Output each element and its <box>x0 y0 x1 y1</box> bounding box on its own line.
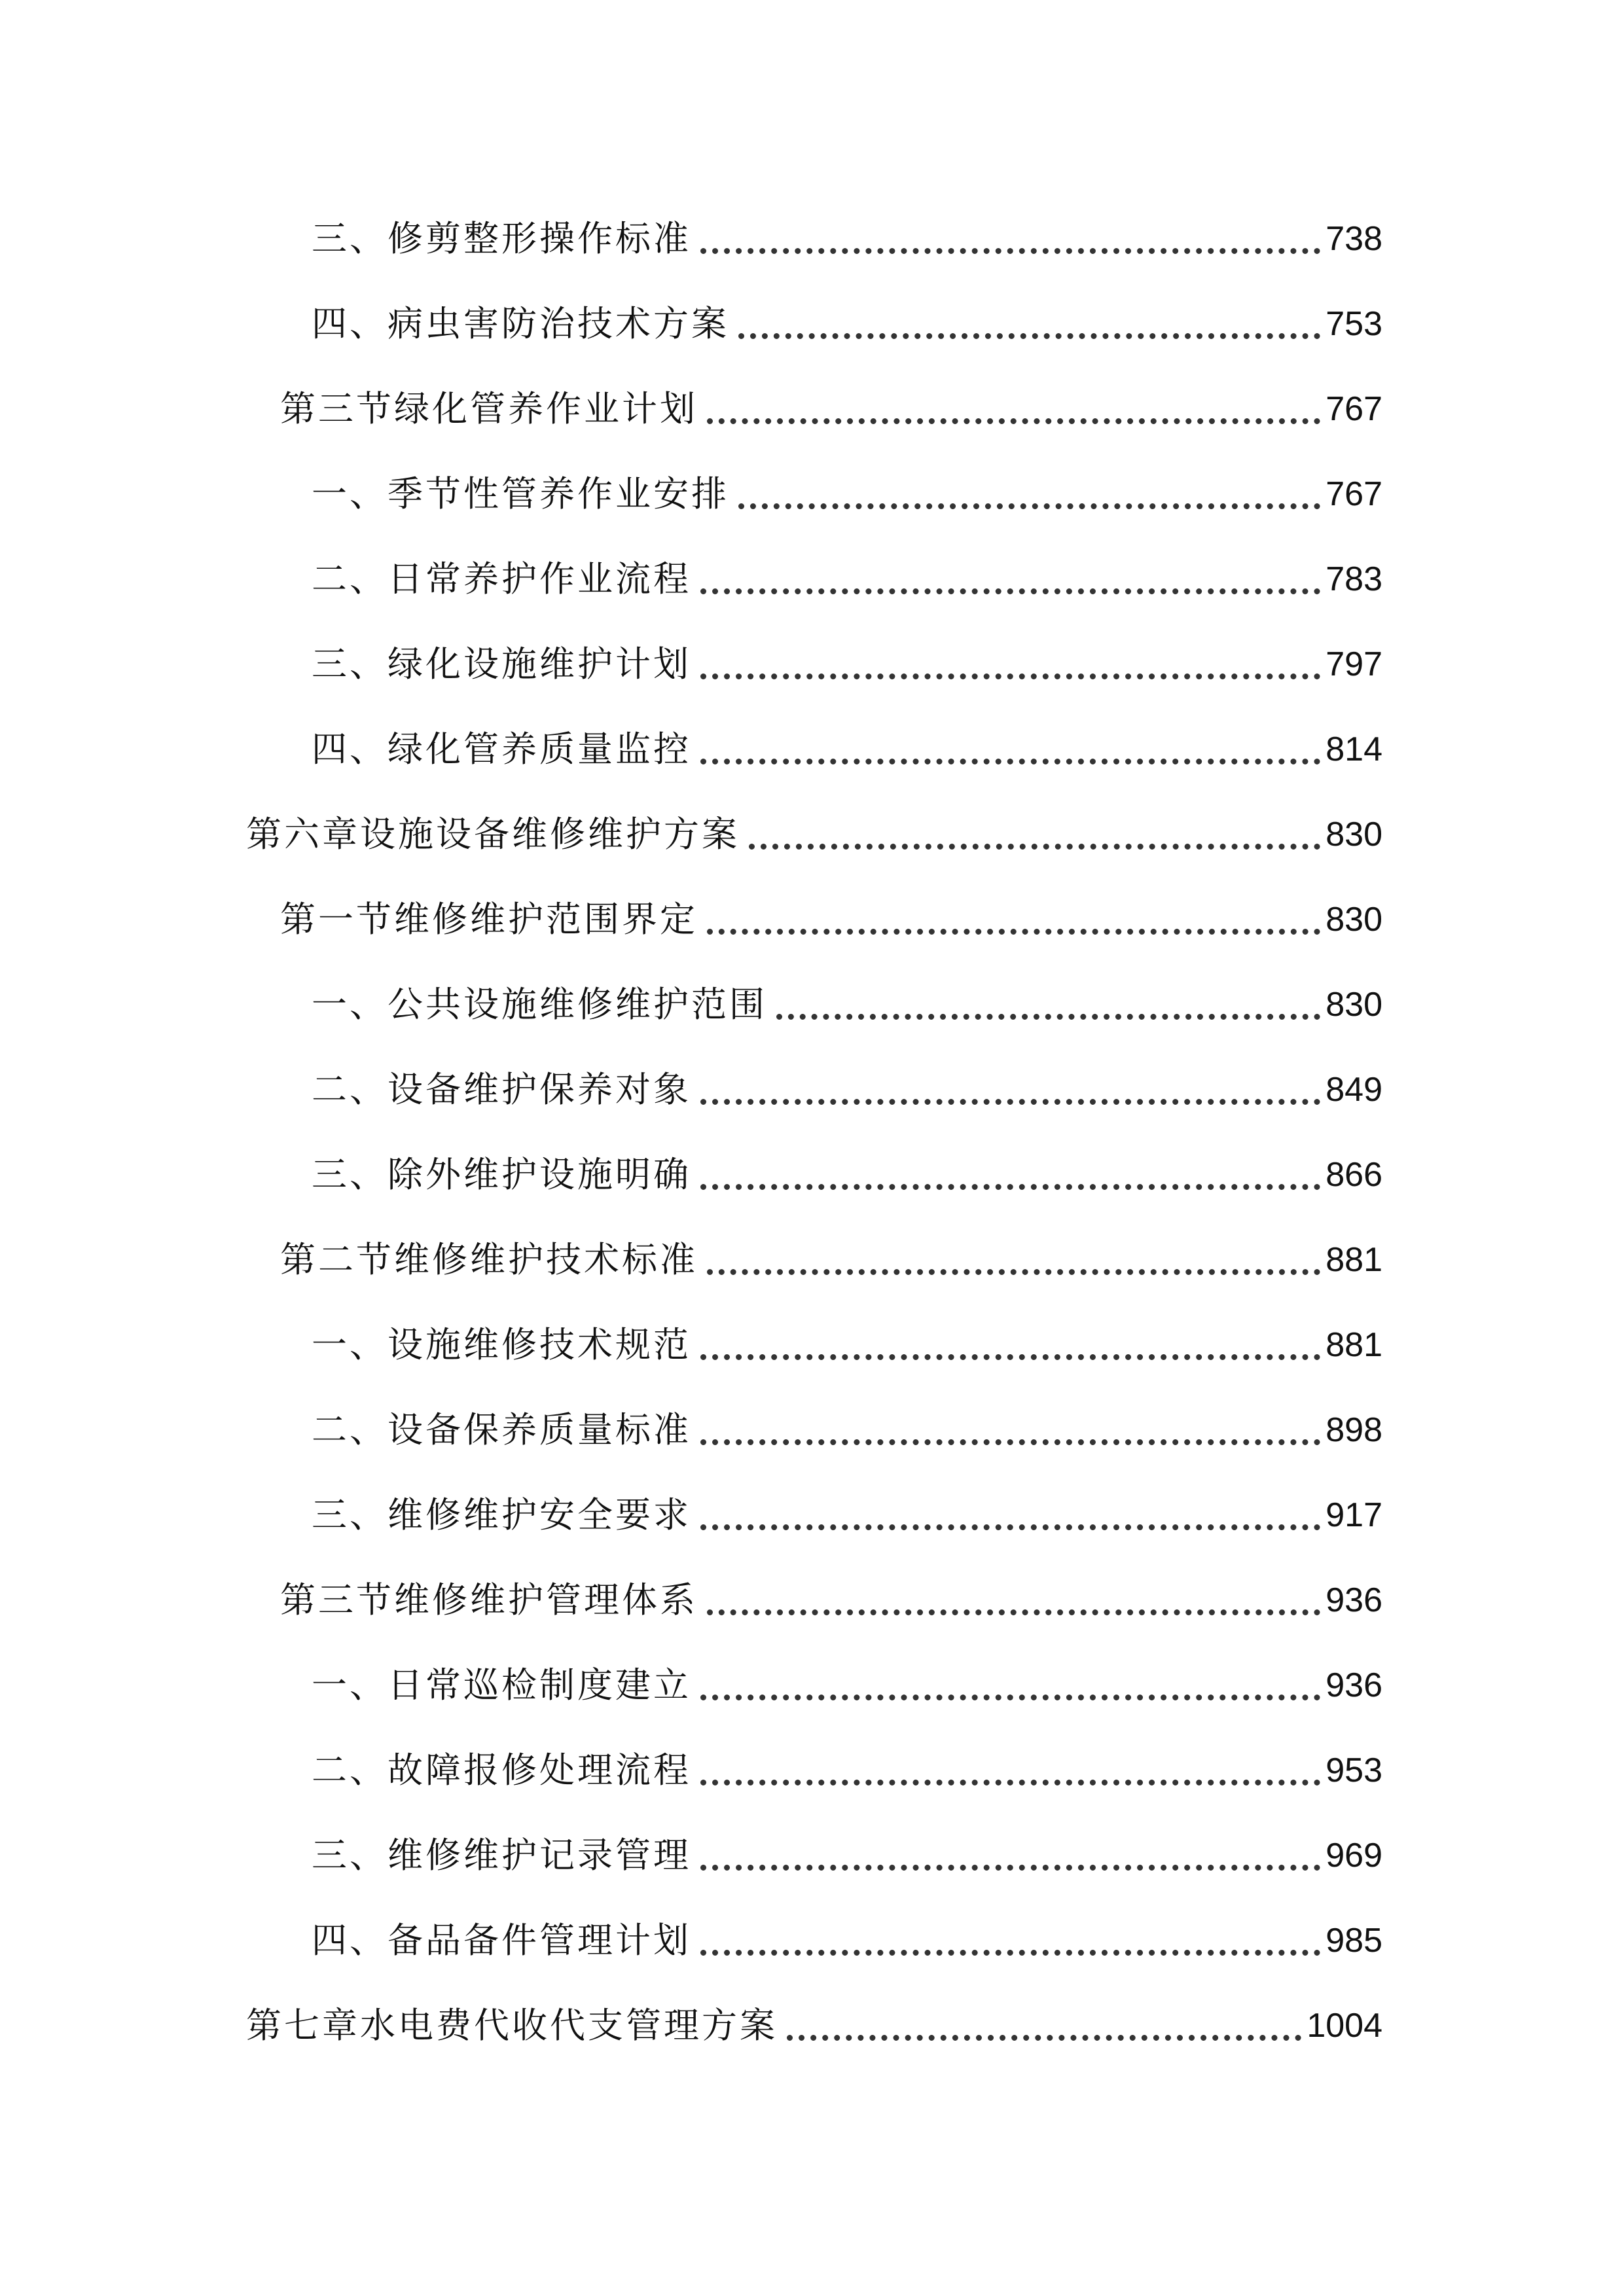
toc-entry[interactable] <box>312 720 1382 779</box>
toc-entry[interactable] <box>312 1826 1382 1885</box>
toc-dot-leader <box>700 1950 1320 1956</box>
toc-entry-title: 第二节维修维护技术标准 <box>280 1239 698 1280</box>
toc-entry-title: 第六章设施设备维修维护方案 <box>246 814 740 855</box>
toc-page-number: 767 <box>1326 390 1382 428</box>
toc-page-number: 953 <box>1326 1751 1382 1789</box>
toc-entry[interactable] <box>312 1145 1382 1204</box>
toc-entry[interactable] <box>312 1060 1382 1119</box>
toc-entry-title: 三、维修维护安全要求 <box>312 1494 691 1535</box>
toc-entry-title: 第七章水电费代收代支管理方案 <box>246 2005 778 2046</box>
toc-entry[interactable] <box>312 465 1382 524</box>
toc-entry[interactable] <box>312 1741 1382 1800</box>
toc-page-number: 830 <box>1326 901 1382 939</box>
toc-dot-leader <box>707 418 1320 424</box>
toc-entry[interactable] <box>312 1911 1382 1970</box>
toc-dot-leader <box>749 844 1320 850</box>
toc-entry-title: 一、日常巡检制度建立 <box>312 1664 691 1706</box>
toc-dot-leader <box>776 1014 1320 1020</box>
toc-dot-leader <box>787 2035 1301 2041</box>
toc-entry[interactable] <box>312 550 1382 609</box>
toc-entry[interactable] <box>246 805 1382 864</box>
toc-entry[interactable] <box>312 975 1382 1034</box>
toc-entry-title: 第三节绿化管养作业计划 <box>280 388 698 429</box>
toc-entry[interactable] <box>312 1401 1382 1460</box>
toc-page-number: 753 <box>1326 305 1382 343</box>
toc-entry[interactable] <box>280 1571 1382 1630</box>
toc-dot-leader <box>707 929 1320 935</box>
toc-dot-leader <box>700 673 1320 679</box>
toc-entry-title: 二、设备维护保养对象 <box>312 1069 691 1110</box>
toc-dot-leader <box>700 588 1320 594</box>
toc-dot-leader <box>700 1099 1320 1105</box>
toc-entry[interactable] <box>246 1996 1382 2055</box>
toc-page-number: 866 <box>1326 1156 1382 1194</box>
toc-entry[interactable] <box>312 1486 1382 1545</box>
toc-entry[interactable] <box>312 295 1382 353</box>
toc-page-number: 898 <box>1326 1411 1382 1449</box>
toc-dot-leader <box>700 1439 1320 1445</box>
toc-entry-title: 三、维修维护记录管理 <box>312 1835 691 1876</box>
toc-entry[interactable] <box>280 1230 1382 1289</box>
toc-dot-leader <box>700 248 1320 254</box>
toc-page-number: 1004 <box>1307 2007 1382 2045</box>
toc-dot-leader <box>738 503 1320 509</box>
toc-entry-title: 第一节维修维护范围界定 <box>280 899 698 940</box>
toc-entry[interactable] <box>280 890 1382 949</box>
toc-page-number: 783 <box>1326 560 1382 598</box>
toc-page-number: 969 <box>1326 1837 1382 1874</box>
toc-page-number: 849 <box>1326 1071 1382 1109</box>
toc-entry-title: 一、设施维修技术规范 <box>312 1324 691 1365</box>
toc-page-number: 814 <box>1326 730 1382 768</box>
toc-page-number: 797 <box>1326 645 1382 683</box>
toc-entry-title: 四、绿化管养质量监控 <box>312 728 691 770</box>
toc-page-number: 936 <box>1326 1666 1382 1704</box>
toc-entry-title: 四、备品备件管理计划 <box>312 1920 691 1961</box>
toc-dot-leader <box>700 1184 1320 1190</box>
toc-page-number: 936 <box>1326 1581 1382 1619</box>
toc-entry-title: 四、病虫害防治技术方案 <box>312 303 729 344</box>
toc-entry[interactable] <box>280 380 1382 439</box>
toc-entry-title: 三、除外维护设施明确 <box>312 1154 691 1195</box>
toc-page-number: 830 <box>1326 986 1382 1024</box>
toc-dot-leader <box>700 759 1320 764</box>
toc-entry-title: 三、修剪整形操作标准 <box>312 218 691 259</box>
toc-entry[interactable] <box>312 209 1382 268</box>
toc-entry[interactable] <box>312 635 1382 694</box>
toc-dot-leader <box>738 333 1320 339</box>
toc-entry-title: 第三节维修维护管理体系 <box>280 1579 698 1621</box>
toc-entry-title: 二、故障报修处理流程 <box>312 1749 691 1791</box>
toc-entry-title: 二、日常养护作业流程 <box>312 558 691 600</box>
toc-dot-leader <box>707 1269 1320 1275</box>
toc-dot-leader <box>700 1780 1320 1785</box>
toc-entry[interactable] <box>312 1316 1382 1374</box>
toc-page-number: 881 <box>1326 1241 1382 1279</box>
toc-dot-leader <box>700 1354 1320 1360</box>
toc-entry-title: 三、绿化设施维护计划 <box>312 643 691 685</box>
toc-page-number: 917 <box>1326 1496 1382 1534</box>
toc-page-number: 830 <box>1326 816 1382 853</box>
toc-entry[interactable] <box>312 1656 1382 1715</box>
toc-dot-leader <box>700 1695 1320 1700</box>
toc-entry-title: 一、季节性管养作业安排 <box>312 473 729 514</box>
toc-dot-leader <box>700 1865 1320 1871</box>
toc-page-number: 767 <box>1326 475 1382 513</box>
toc-entry-title: 一、公共设施维修维护范围 <box>312 984 767 1025</box>
toc-page-number: 881 <box>1326 1326 1382 1364</box>
toc-dot-leader <box>707 1609 1320 1615</box>
toc-page-number: 985 <box>1326 1922 1382 1960</box>
toc-page-number: 738 <box>1326 220 1382 258</box>
toc-dot-leader <box>700 1524 1320 1530</box>
toc-entry-title: 二、设备保养质量标准 <box>312 1409 691 1450</box>
